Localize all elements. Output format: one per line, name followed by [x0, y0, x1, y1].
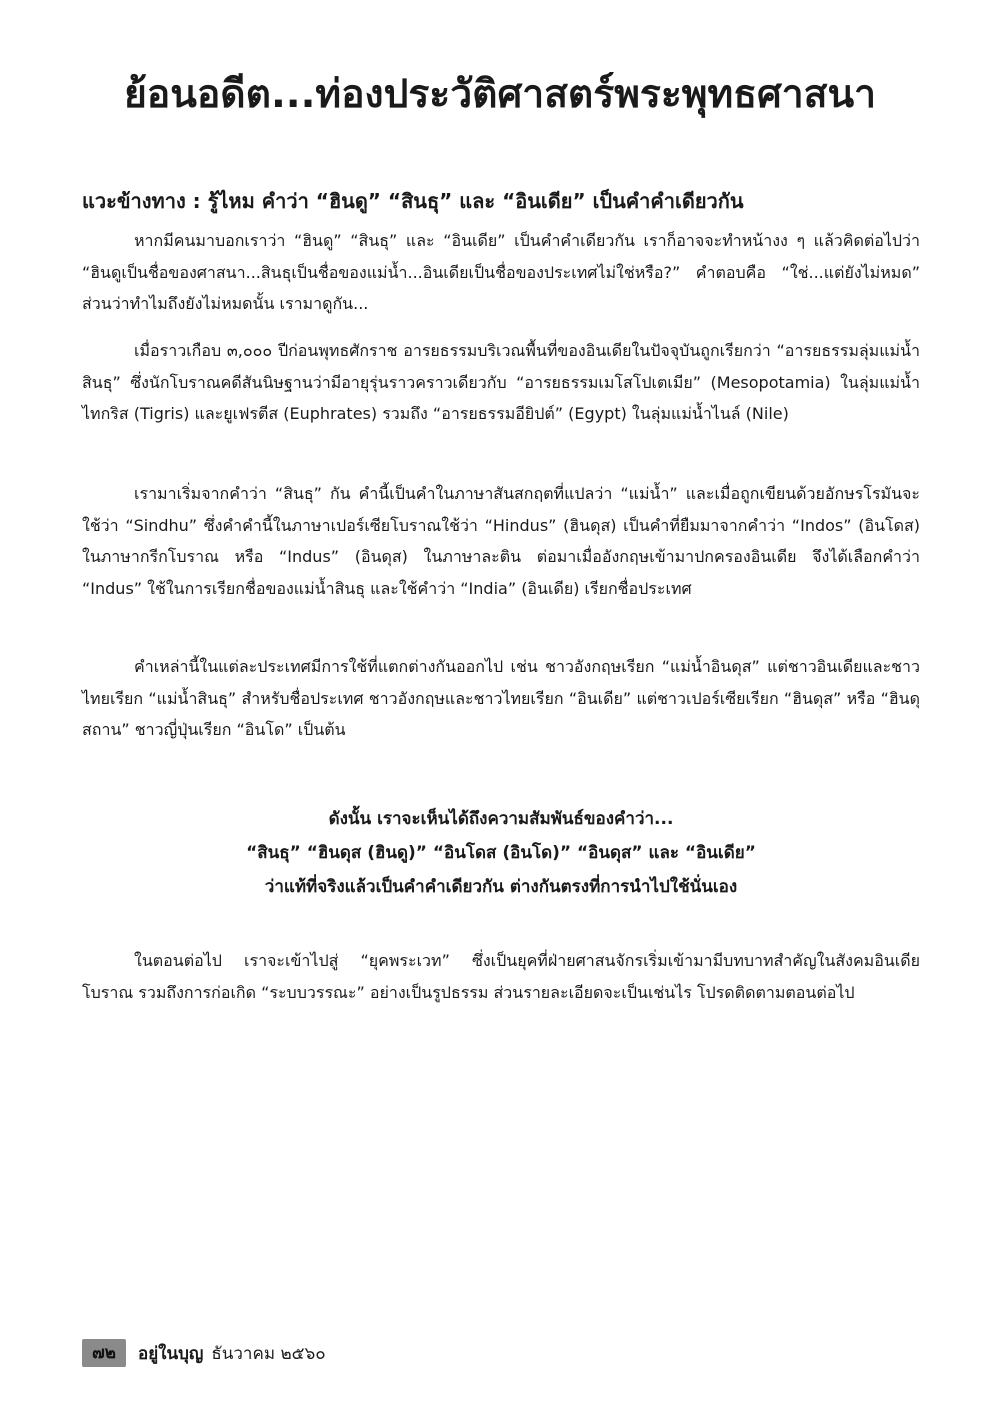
conclusion-line-1: ดังนั้น เราจะเห็นได้ถึงความสัมพันธ์ของคำว่า... — [328, 809, 674, 829]
section-subtitle: แวะข้างทาง : รู้ไหม คำว่า “ฮินดู” “สินธุ” และ “อินเดีย” เป็นคำคำเดียวกัน — [82, 189, 744, 213]
issue-date: ธันวาคม ๒๕๖๐ — [211, 1343, 326, 1364]
paragraph-etymology: เรามาเริ่มจากคำว่า “สินธุ” กัน คำนี้เป็นคำในภาษาสันสกฤตที่แปลว่า “แม่น้ำ” และเมื่อถูกเขียนด้วยอักษรโรมันจะใช้ว่า “Sindhu” ซึ่งคำคำนี้ในภาษาเปอร์เซียโบราณใช้ว่า “Hindus” (ฮินดุส) เป็นคำที่ยืมมาจากคำว่า “Indos” (อินโดส) ในภาษากรีกโบราณ หรือ “Indus” (อินดุส) ในภาษาละติน ต่อมาเมื่ออังกฤษเข้ามาปกครองอินเดีย จึงได้เลือกคำว่า “Indus” ใช้ในการเรียกชื่อของแม่น้ำสินธุ และใช้คำว่า “India” (อินเดีย) เรียกชื่อประเทศ — [82, 484, 920, 598]
conclusion-line-3: ว่าแท้ที่จริงแล้วเป็นคำคำเดียวกัน ต่างกันตรงที่การนำไปใช้นั่นเอง — [264, 877, 738, 897]
paragraph-intro: หากมีคนมาบอกเราว่า “ฮินดู” “สินธุ” และ “อินเดีย” เป็นคำคำเดียวกัน เราก็อาจจะทำหน้างง ๆ แล้วคิดต่อไปว่า “ฮินดูเป็นชื่อของศาสนา...สินธุเป็นชื่อของแม่น้ำ...อินเดียเป็นชื่อของประเทศไม่ใช่หรือ?” คำตอบคือ “ใช่...แต่ยังไม่หมด” ส่วนว่าทำไมถึงยังไม่หมดนั้น เรามาดูกัน... — [82, 231, 920, 313]
conclusion-block — [82, 802, 920, 904]
paragraph-civilization: เมื่อราวเกือบ ๓,๐๐๐ ปีก่อนพุทธศักราช อารยธรรมบริเวณพื้นที่ของอินเดียในปัจจุบันถูกเรียกว่า “อารยธรรมลุ่มแม่น้ำสินธุ” ซึ่งนักโบราณคดีสันนิษฐานว่ามีอายุรุ่นราวคราวเดียวกับ “อารยธรรมเมโสโปเตเมีย” (Mesopotamia) ในลุ่มแม่น้ำไทกริส (Tigris) และยูเฟรตีส (Euphrates) รวมถึง “อารยธรรมอียิปต์” (Egypt) ในลุ่มแม่น้ำไนล์ (Nile) — [82, 341, 920, 423]
magazine-name: อยู่ในบุญ — [138, 1343, 204, 1364]
paragraph-next-episode: ในตอนต่อไป เราจะเข้าไปสู่ “ยุคพระเวท” ซึ่งเป็นยุคที่ฝ่ายศาสนจักรเริ่มเข้ามามีบทบาทสำคัญในสังคมอินเดียโบราณ รวมถึงการก่อเกิด “ระบบวรรณะ” อย่างเป็นรูปธรรม ส่วนรายละเอียดจะเป็นเช่นไร โปรดติดตามตอนต่อไป — [82, 951, 920, 1002]
paragraph-usage: คำเหล่านี้ในแต่ละประเทศมีการใช้ที่แตกต่างกันออกไป เช่น ชาวอังกฤษเรียก “แม่น้ำอินดุส” แต่ชาวอินเดียและชาวไทยเรียก “แม่น้ำสินธุ” สำหรับชื่อประเทศ ชาวอังกฤษและชาวไทยเรียก “อินเดีย” แต่ชาวเปอร์เซียเรียก “ฮินดุส” หรือ “ฮินดุสถาน” ชาวญี่ปุ่นเรียก “อินโด” เป็นต้น — [82, 657, 920, 739]
page-title: ย้อนอดีต...ท่องประวัติศาสตร์พระพุทธศาสนา — [123, 72, 877, 117]
page-number: ๗๒ — [82, 1339, 126, 1367]
conclusion-line-2: “สินธุ” “ฮินดุส (ฮินดู)” “อินโดส (อินโด)” “อินดุส” และ “อินเดีย” — [246, 843, 756, 863]
page-footer — [82, 1338, 326, 1368]
